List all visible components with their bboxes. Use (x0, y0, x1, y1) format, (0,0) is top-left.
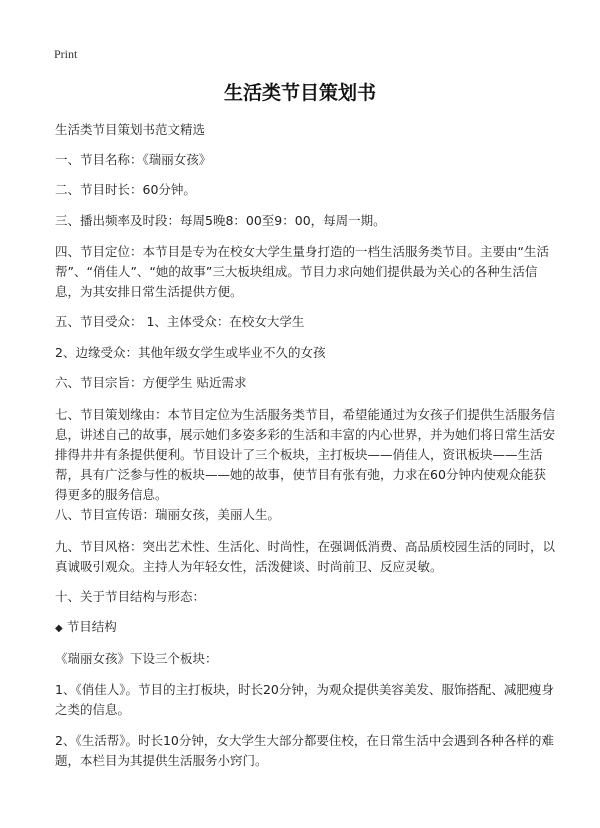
document-subtitle: 生活类节目策划书范文精选 (55, 122, 206, 137)
print-link[interactable]: Print (54, 47, 78, 61)
paragraph-segment-1: 1、《俏佳人》。节目的主打板块，时长20分钟，为观众提供美容美发、服饰搭配、减肥瘦身之类的信息。 (55, 682, 554, 717)
paragraph-slogan: 八、节目宣传语：瑞丽女孩，美丽人生。 (55, 507, 281, 522)
paragraph-purpose: 六、节目宗旨：方便学生 贴近需求 (55, 375, 247, 390)
paragraph-schedule: 三、播出频率及时段：每周5晚8：00至9：00，每周一期。 (55, 213, 386, 228)
paragraph-rationale: 七、节目策划缘由：本节目定位为生活服务类节目，希望能通过为女孩子们提供生活服务信息，讲述自己的故事，展示她们多姿多彩的生活和丰富的内心世界，并为她们将日常生活安排得井井有条提供便利。节目设计了三个板块，主打板块——俏佳人，资讯板块——生活帮，具有广泛参与性的板块——她的故事，使节目有张有弛，力求在60分钟内使观众能获得更多的服务信息。 (55, 407, 556, 502)
paragraph-style: 九、节目风格：突出艺术性、生活化、时尚性，在强调低消费、高品质校园生活的同时，以真诚吸引观众。主持人为年轻女性，活泼健谈、时尚前卫、反应灵敏。 (55, 539, 556, 574)
paragraph-structure-heading: 十、关于节目结构与形态： (55, 589, 206, 604)
diamond-bullet-icon: ◆ (55, 623, 63, 634)
paragraph-audience-secondary: 2、边缘受众：其他年级女学生或毕业不久的女孩 (55, 345, 326, 360)
paragraph-segments-intro: 《瑞丽女孩》下设三个板块： (55, 651, 218, 666)
paragraph-duration: 二、节目时长：60分钟。 (55, 182, 196, 197)
bullet-text: 节目结构 (66, 619, 117, 634)
paragraph-audience-primary: 五、节目受众： 1、主体受众：在校女大学生 (55, 314, 305, 329)
paragraph-program-name: 一、节目名称：《瑞丽女孩》 (55, 152, 212, 167)
paragraph-positioning: 四、节目定位：本节目是专为在校女大学生量身打造的一档生活服务类节目。主要由“生活帮”、“俏佳人”、“她的故事”三大板块组成。节目力求向她们提供最为关心的各种生活信息，为其安排日常生活提供方便。 (55, 244, 549, 299)
paragraph-segment-2: 2、《生活帮》。时长10分钟，女大学生大部分都要住校，在日常生活中会遇到各种各样的难题，本栏目为其提供生活服务小窍门。 (55, 733, 554, 768)
page-title: 生活类节目策划书 (223, 82, 376, 104)
paragraph-structure-bullet (55, 617, 555, 639)
